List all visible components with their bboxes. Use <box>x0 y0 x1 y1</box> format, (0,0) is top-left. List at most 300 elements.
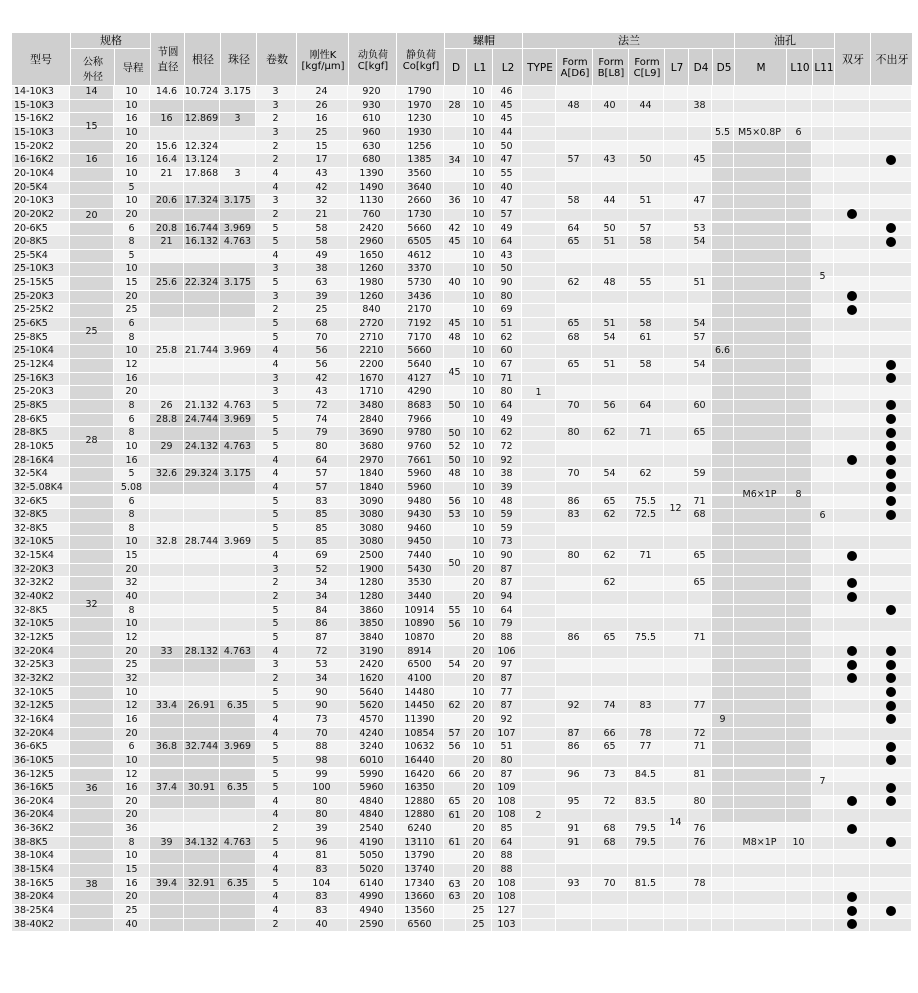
cell-no_thread <box>870 263 911 276</box>
cell-l1: 25 <box>466 919 491 932</box>
cell-form_c <box>628 891 663 904</box>
cell-nominal_dia <box>70 182 113 195</box>
cell-no_thread <box>870 809 911 822</box>
cell-ball_dia: 4.763 <box>220 400 255 413</box>
cell-double_nut <box>834 386 869 399</box>
cell-double_nut <box>834 359 869 372</box>
cell-lead: 40 <box>114 591 149 604</box>
cell-double_nut <box>834 796 869 809</box>
filled-dot-icon <box>847 892 857 902</box>
cell-nominal_dia <box>70 345 113 358</box>
cell-model: 25-8K5 <box>12 400 69 413</box>
cell-l11 <box>812 168 833 181</box>
cell-form_b: 50 <box>592 223 627 236</box>
cell-type <box>522 482 555 495</box>
cell-model: 25-20K3 <box>12 291 69 304</box>
cell-ball_dia <box>220 659 255 672</box>
cell-l1: 20 <box>466 673 491 686</box>
cell-dynamic_load: 1840 <box>348 468 395 481</box>
cell-d5 <box>712 113 733 126</box>
cell-form_c: 79.5 <box>628 837 663 850</box>
cell-d5 <box>712 687 733 700</box>
cell-circuits: 4 <box>256 468 295 481</box>
cell-lead: 20 <box>114 386 149 399</box>
cell-dynamic_load: 3190 <box>348 646 395 659</box>
cell-l11 <box>812 769 833 782</box>
cell-l7 <box>664 250 687 263</box>
cell-nominal_dia <box>70 496 113 509</box>
cell-l2: 77 <box>492 687 521 700</box>
cell-root_dia <box>184 905 219 918</box>
cell-d5 <box>712 386 733 399</box>
cell-stiffness: 56 <box>296 359 347 372</box>
cell-l10 <box>786 769 811 782</box>
cell-dynamic_load: 4190 <box>348 837 395 850</box>
cell-circuits: 2 <box>256 209 295 222</box>
cell-nominal_dia <box>70 386 113 399</box>
cell-pitch_dia <box>150 632 183 645</box>
cell-l2: 47 <box>492 154 521 167</box>
cell-stiffness: 58 <box>296 223 347 236</box>
cell-d4 <box>688 250 711 263</box>
cell-l2: 47 <box>492 195 521 208</box>
cell-d4: 68 <box>688 509 711 522</box>
cell-d4 <box>688 618 711 631</box>
cell-ball_dia <box>220 796 255 809</box>
cell-pitch_dia <box>150 263 183 276</box>
cell-model: 25-12K4 <box>12 359 69 372</box>
cell-l1: 10 <box>466 373 491 386</box>
cell-ball_dia: 4.763 <box>220 236 255 249</box>
cell-l11 <box>812 796 833 809</box>
cell-static_load: 13660 <box>396 891 443 904</box>
cell-double_nut <box>834 223 869 236</box>
cell-nominal_dia <box>70 714 113 727</box>
cell-m <box>734 318 785 331</box>
cell-d5 <box>712 550 733 563</box>
cell-l7 <box>664 373 687 386</box>
cell-nominal_dia <box>70 468 113 481</box>
cell-lead: 16 <box>114 455 149 468</box>
cell-d <box>444 291 465 304</box>
cell-form_c <box>628 209 663 222</box>
cell-double_nut <box>834 291 869 304</box>
cell-static_load: 13110 <box>396 837 443 850</box>
cell-form_a <box>556 591 591 604</box>
cell-l7 <box>664 359 687 372</box>
cell-d: 62 <box>444 700 465 713</box>
cell-form_c <box>628 386 663 399</box>
cell-form_a <box>556 687 591 700</box>
cell-form_c <box>628 168 663 181</box>
cell-d5 <box>712 755 733 768</box>
cell-form_b <box>592 618 627 631</box>
cell-l10 <box>786 741 811 754</box>
cell-d5 <box>712 441 733 454</box>
cell-type <box>522 591 555 604</box>
cell-l7 <box>664 741 687 754</box>
cell-l11 <box>812 141 833 154</box>
cell-dynamic_load: 2210 <box>348 345 395 358</box>
cell-l2: 73 <box>492 536 521 549</box>
cell-form_c: 51 <box>628 195 663 208</box>
cell-circuits: 2 <box>256 673 295 686</box>
cell-model: 15-20K2 <box>12 141 69 154</box>
cell-pitch_dia <box>150 373 183 386</box>
cell-d5 <box>712 919 733 932</box>
cell-no_thread <box>870 632 911 645</box>
cell-l11 <box>812 659 833 672</box>
cell-double_nut <box>834 782 869 795</box>
cell-d4: 38 <box>688 100 711 113</box>
cell-l10: 6 <box>786 127 811 140</box>
cell-ball_dia: 4.763 <box>220 837 255 850</box>
cell-m <box>734 141 785 154</box>
col-l2-header: L2 <box>492 48 523 86</box>
cell-form_c <box>628 755 663 768</box>
filled-dot-icon <box>886 428 896 438</box>
cell-nominal_dia <box>70 755 113 768</box>
cell-l2: 51 <box>492 741 521 754</box>
cell-static_load: 2170 <box>396 304 443 317</box>
cell-l11 <box>812 864 833 877</box>
cell-form_b: 51 <box>592 359 627 372</box>
cell-type <box>522 891 555 904</box>
cell-type <box>522 673 555 686</box>
cell-l7 <box>664 523 687 536</box>
cell-form_c <box>628 455 663 468</box>
cell-dynamic_load: 2200 <box>348 359 395 372</box>
cell-l2: 85 <box>492 823 521 836</box>
cell-l10 <box>786 714 811 727</box>
cell-form_b <box>592 523 627 536</box>
cell-l1: 20 <box>466 769 491 782</box>
cell-l11 <box>812 182 833 195</box>
cell-root_dia: 10.724 <box>184 86 219 97</box>
cell-l7 <box>664 209 687 222</box>
cell-ball_dia <box>220 618 255 631</box>
cell-type <box>522 468 555 481</box>
cell-root_dia <box>184 427 219 440</box>
cell-form_a: 65 <box>556 359 591 372</box>
cell-pitch_dia: 25.6 <box>150 277 183 290</box>
cell-m <box>734 823 785 836</box>
cell-form_b: 54 <box>592 468 627 481</box>
cell-form_c <box>628 113 663 126</box>
cell-type <box>522 550 555 563</box>
cell-model: 16-16K2 <box>12 154 69 167</box>
cell-stiffness: 100 <box>296 782 347 795</box>
cell-stiffness: 25 <box>296 304 347 317</box>
cell-nominal_dia <box>70 209 113 222</box>
cell-lead: 6 <box>114 496 149 509</box>
cell-nominal_dia: 14 <box>70 86 113 99</box>
cell-l7 <box>664 850 687 863</box>
cell-d <box>444 646 465 659</box>
cell-l11 <box>812 386 833 399</box>
cell-dynamic_load: 3840 <box>348 632 395 645</box>
cell-double_nut <box>834 550 869 563</box>
cell-root_dia <box>184 332 219 345</box>
cell-pitch_dia <box>150 509 183 522</box>
cell-l1: 20 <box>466 837 491 850</box>
cell-m <box>734 714 785 727</box>
cell-root_dia <box>184 550 219 563</box>
cell-l1: 20 <box>466 878 491 891</box>
cell-pitch_dia <box>150 905 183 918</box>
cell-ball_dia <box>220 891 255 904</box>
cell-l2: 108 <box>492 796 521 809</box>
cell-form_b <box>592 919 627 932</box>
col-formb-header: Form B[L8] <box>592 48 629 86</box>
cell-l1: 20 <box>466 796 491 809</box>
cell-root_dia <box>184 864 219 877</box>
cell-pitch_dia <box>150 659 183 672</box>
cell-form_a: 80 <box>556 427 591 440</box>
col-root-header: 根径 <box>184 33 221 85</box>
cell-l7 <box>664 878 687 891</box>
cell-d5: 9 <box>712 714 733 727</box>
cell-circuits: 3 <box>256 291 295 304</box>
filled-dot-icon <box>847 646 857 656</box>
cell-ball_dia: 3 <box>220 113 255 126</box>
cell-pitch_dia: 33.4 <box>150 700 183 713</box>
cell-root_dia <box>184 577 219 590</box>
cell-dynamic_load: 1710 <box>348 386 395 399</box>
cell-double_nut <box>834 182 869 195</box>
cell-circuits: 5 <box>256 318 295 331</box>
cell-l1: 10 <box>466 168 491 181</box>
cell-form_b: 44 <box>592 195 627 208</box>
cell-static_load: 5640 <box>396 359 443 372</box>
cell-ball_dia <box>220 919 255 932</box>
cell-l11 <box>812 414 833 427</box>
cell-l11 <box>812 318 833 331</box>
cell-l10 <box>786 154 811 167</box>
filled-dot-icon <box>847 660 857 670</box>
cell-no_thread <box>870 100 911 113</box>
filled-dot-icon <box>886 482 896 492</box>
cell-nominal_dia <box>70 782 113 795</box>
cell-lead: 20 <box>114 891 149 904</box>
cell-type <box>522 291 555 304</box>
cell-type <box>522 687 555 700</box>
cell-ball_dia: 6.35 <box>220 782 255 795</box>
cell-root_dia: 26.91 <box>184 700 219 713</box>
cell-form_c <box>628 646 663 659</box>
cell-double_nut <box>834 823 869 836</box>
cell-model: 38-16K5 <box>12 878 69 891</box>
cell-form_a <box>556 809 591 822</box>
cell-static_load: 3436 <box>396 291 443 304</box>
cell-lead: 15 <box>114 550 149 563</box>
cell-d5 <box>712 400 733 413</box>
cell-l11 <box>812 277 833 290</box>
cell-no_thread <box>870 291 911 304</box>
cell-l11 <box>812 113 833 126</box>
cell-root_dia <box>184 564 219 577</box>
filled-dot-icon <box>886 837 896 847</box>
cell-static_load: 5960 <box>396 482 443 495</box>
cell-no_thread <box>870 168 911 181</box>
cell-d4: 47 <box>688 195 711 208</box>
cell-stiffness: 83 <box>296 891 347 904</box>
cell-form_c <box>628 782 663 795</box>
cell-form_a <box>556 618 591 631</box>
cell-dynamic_load: 5620 <box>348 700 395 713</box>
filled-dot-icon <box>847 578 857 588</box>
cell-pitch_dia <box>150 809 183 822</box>
cell-ball_dia <box>220 263 255 276</box>
cell-l2: 49 <box>492 223 521 236</box>
cell-double_nut <box>834 618 869 631</box>
cell-stiffness: 98 <box>296 755 347 768</box>
cell-type <box>522 441 555 454</box>
col-forma-header: Form A[D6] <box>556 48 593 86</box>
cell-no_thread <box>870 796 911 809</box>
cell-l7 <box>664 550 687 563</box>
cell-stiffness: 85 <box>296 523 347 536</box>
cell-dynamic_load: 1650 <box>348 250 395 263</box>
cell-no_thread <box>870 919 911 932</box>
cell-d5 <box>712 878 733 891</box>
cell-model: 36-36K2 <box>12 823 69 836</box>
cell-pitch_dia: 21 <box>150 168 183 181</box>
cell-type <box>522 223 555 236</box>
cell-form_c: 58 <box>628 236 663 249</box>
cell-circuits: 4 <box>256 250 295 263</box>
cell-d5: 6.6 <box>712 345 733 358</box>
cell-model: 28-16K4 <box>12 455 69 468</box>
cell-no_thread <box>870 386 911 399</box>
cell-static_load: 16350 <box>396 782 443 795</box>
cell-no_thread <box>870 414 911 427</box>
cell-static_load: 16420 <box>396 769 443 782</box>
cell-d <box>444 414 465 427</box>
cell-pitch_dia <box>150 673 183 686</box>
cell-form_c: 75.5 <box>628 496 663 509</box>
cell-l10 <box>786 523 811 536</box>
cell-no_thread <box>870 455 911 468</box>
cell-static_load: 10890 <box>396 618 443 631</box>
cell-dynamic_load: 4240 <box>348 728 395 741</box>
cell-model: 36-16K5 <box>12 782 69 795</box>
cell-l1: 10 <box>466 86 491 99</box>
cell-root_dia <box>184 850 219 863</box>
cell-d5 <box>712 277 733 290</box>
cell-l10 <box>786 823 811 836</box>
cell-l11 <box>812 891 833 904</box>
cell-d <box>444 127 465 140</box>
cell-circuits: 5 <box>256 837 295 850</box>
cell-dynamic_load: 4940 <box>348 905 395 918</box>
cell-form_b: 68 <box>592 823 627 836</box>
col-d4-header: D4 <box>688 48 713 86</box>
cell-nominal_dia <box>70 482 113 495</box>
cell-dynamic_load: 6010 <box>348 755 395 768</box>
cell-circuits: 5 <box>256 618 295 631</box>
cell-double_nut <box>834 441 869 454</box>
cell-l2: 59 <box>492 509 521 522</box>
cell-m <box>734 195 785 208</box>
cell-model: 32-20K3 <box>12 564 69 577</box>
cell-form_c <box>628 291 663 304</box>
cell-pitch_dia <box>150 687 183 700</box>
cell-l11 <box>812 209 833 222</box>
cell-l7 <box>664 905 687 918</box>
cell-l10 <box>786 564 811 577</box>
filled-dot-icon <box>886 441 896 451</box>
cell-ball_dia <box>220 182 255 195</box>
cell-circuits: 3 <box>256 659 295 672</box>
cell-d4: 45 <box>688 154 711 167</box>
col-l7-header: L7 <box>664 48 689 86</box>
cell-d4: 57 <box>688 332 711 345</box>
cell-lead: 20 <box>114 809 149 822</box>
cell-l10 <box>786 250 811 263</box>
cell-model: 36-20K4 <box>12 809 69 822</box>
cell-l10 <box>786 687 811 700</box>
cell-type <box>522 823 555 836</box>
cell-root_dia: 13.124 <box>184 154 219 166</box>
cell-stiffness: 16 <box>296 113 347 126</box>
cell-ball_dia <box>220 291 255 304</box>
cell-root_dia <box>184 100 219 113</box>
cell-form_b <box>592 250 627 263</box>
cell-l7 <box>664 141 687 154</box>
cell-d: 63 <box>444 891 465 904</box>
filled-dot-icon <box>886 673 896 683</box>
cell-lead: 5 <box>114 468 149 481</box>
cell-form_c <box>628 523 663 536</box>
cell-l1: 10 <box>466 127 491 140</box>
cell-type <box>522 919 555 932</box>
cell-l1: 10 <box>466 100 491 113</box>
cell-form_c: 78 <box>628 728 663 741</box>
cell-double_nut <box>834 304 869 317</box>
cell-pitch_dia <box>150 891 183 904</box>
cell-double_nut <box>834 455 869 468</box>
cell-stiffness: 34 <box>296 591 347 604</box>
cell-form_a: 57 <box>556 154 591 167</box>
cell-root_dia <box>184 182 219 195</box>
cell-no_thread <box>870 687 911 700</box>
cell-static_load: 10870 <box>396 632 443 645</box>
cell-no_thread <box>870 400 911 413</box>
cell-root_dia <box>184 509 219 522</box>
cell-form_b <box>592 182 627 195</box>
cell-d4: 59 <box>688 468 711 481</box>
cell-pitch_dia <box>150 291 183 304</box>
cell-l11 <box>812 332 833 345</box>
cell-m: M5×0.8P <box>734 127 785 140</box>
cell-l11 <box>812 86 833 99</box>
cell-l7 <box>664 769 687 782</box>
cell-no_thread <box>870 536 911 549</box>
cell-no_thread <box>870 318 911 331</box>
cell-nominal_dia <box>70 728 113 741</box>
cell-double_nut <box>834 577 869 590</box>
cell-pitch_dia <box>150 455 183 468</box>
cell-l11 <box>812 550 833 563</box>
cell-l10 <box>786 905 811 918</box>
cell-root_dia <box>184 659 219 672</box>
cell-double_nut <box>834 850 869 863</box>
cell-d4 <box>688 455 711 468</box>
cell-nominal_dia <box>70 141 113 154</box>
merged-d63: 63 <box>448 878 461 890</box>
cell-stiffness: 79 <box>296 427 347 440</box>
